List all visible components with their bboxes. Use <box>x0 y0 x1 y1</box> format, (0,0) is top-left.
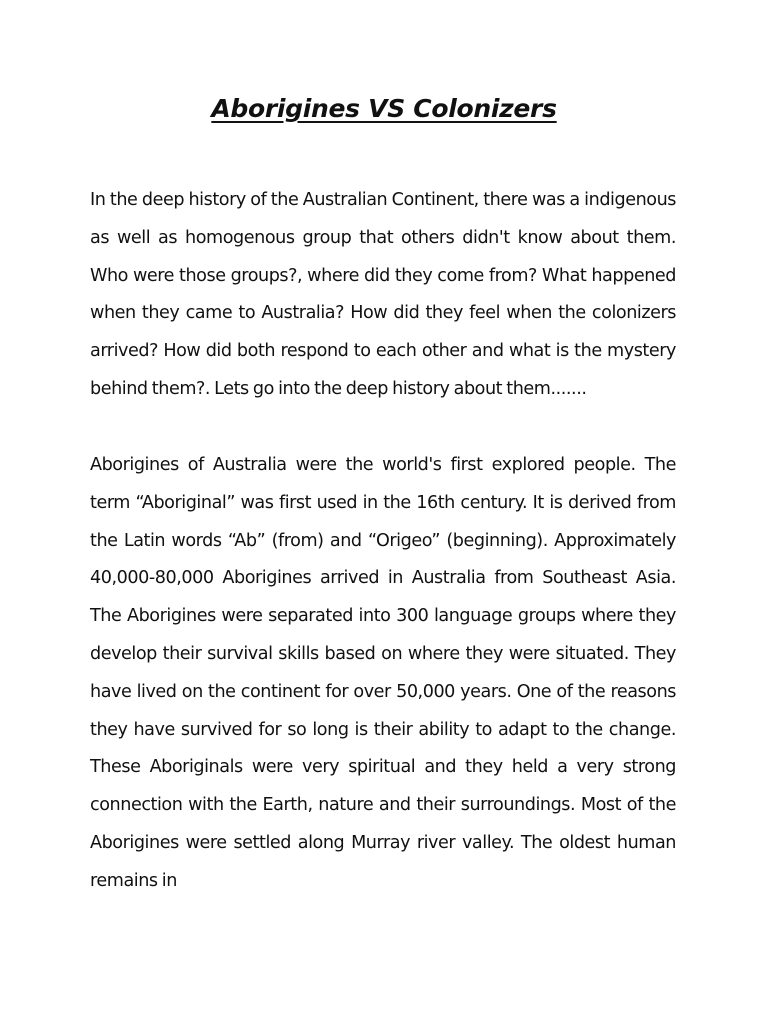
body-paragraph: Aborigines of Australia were the world's first explored people. The term “Aboriginal” was first used in the 16th century. It is derived from the Latin words “Ab” (from) and “Origeo” (beginning). Approximately 40,000-80,000 Aborigines arrived in Australia from Southeast Asia. The Aborigines were separated into 300 language groups where they develop their survival skills based on where they were situated. They have lived on the continent for over 50,000 years. One of the reasons they have survived for so long is their ability to adapt to the change. These Aboriginals were very spiritual and they held a very strong connection with the Earth, nature and their surroundings. Most of the Aborigines were settled along Murray river valley. The oldest human remains in <box>90 455 676 891</box>
intro-paragraph: In the deep history of the Australian Continent, there was a indigenous as well as homogenous group that others didn't know about them. Who were those groups?, where did they come from? What happened when they came to Australia? How did they feel when the colonizers arrived? How did both respond to each other and what is the mystery behind them?. Lets go into the deep history about them....... <box>90 190 676 399</box>
document-title: Aborigines VS Colonizers <box>211 94 557 123</box>
